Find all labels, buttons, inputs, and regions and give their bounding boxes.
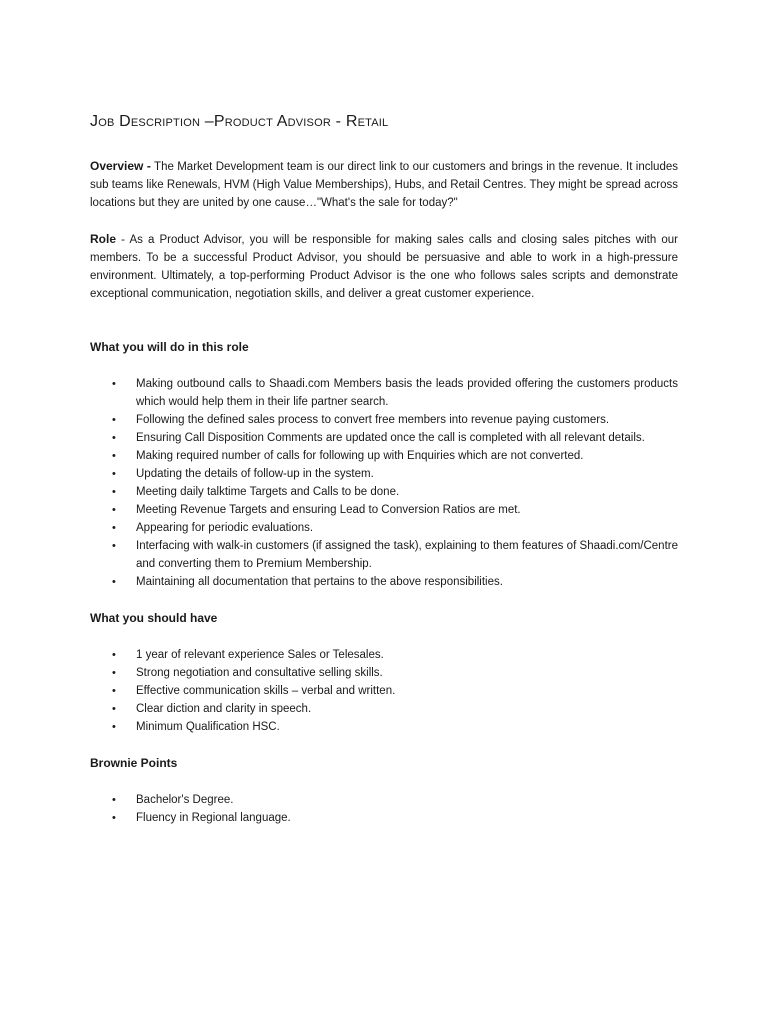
- bullet-icon: •: [112, 504, 116, 516]
- role-paragraph: [90, 230, 678, 303]
- role-duties-heading: What you will do in this role: [90, 340, 249, 354]
- overview-text: The Market Development team is our direct link to our customers and brings in the revenue. It includes sub teams like Renewals, HVM (High Value Memberships), Hubs, and Retail Centres. They might be spread across locations but they are united by one cause…"What's the sale for today?": [90, 161, 678, 209]
- list-item-text: Strong negotiation and consultative selling skills.: [136, 667, 383, 679]
- bullet-icon: •: [112, 703, 116, 715]
- list-item-text: Maintaining all documentation that pertains to the above responsibilities.: [136, 576, 503, 588]
- list-item-text: 1 year of relevant experience Sales or Telesales.: [136, 649, 384, 661]
- list-item: [90, 700, 678, 718]
- requirements-heading: What you should have: [90, 611, 218, 625]
- list-item: [90, 519, 678, 537]
- bullet-icon: •: [112, 812, 116, 824]
- role-text: - As a Product Advisor, you will be responsible for making sales calls and closing sales pitches with our members. To be a successful Product Advisor, you should be persuasive and able to work in a high-pressure environment. Ultimately, a top-performing Product Advisor is the one who follows sales scripts and demonstrate exceptional communication, negotiation skills, and deliver a great customer experience.: [90, 234, 678, 300]
- bullet-icon: •: [112, 486, 116, 498]
- bullet-icon: •: [112, 540, 116, 552]
- brownie-points-list: [90, 791, 678, 827]
- list-item-text: Bachelor's Degree.: [136, 794, 234, 806]
- list-item-text: Fluency in Regional language.: [136, 812, 291, 824]
- bullet-icon: •: [112, 450, 116, 462]
- list-item-text: Meeting Revenue Targets and ensuring Lead to Conversion Ratios are met.: [136, 504, 521, 516]
- list-item: [90, 682, 678, 700]
- role-duties-list: [90, 375, 678, 591]
- list-item: [90, 501, 678, 519]
- list-item: [90, 465, 678, 483]
- list-item: [90, 411, 678, 429]
- list-item-text: Making outbound calls to Shaadi.com Members basis the leads provided offering the customers products which would help them in their life partner search.: [136, 378, 678, 408]
- list-item-text: Interfacing with walk-in customers (if assigned the task), explaining to them features of Shaadi.com/Centre and converting them to Premium Membership.: [136, 540, 678, 570]
- list-item: [90, 718, 678, 736]
- bullet-icon: •: [112, 667, 116, 679]
- list-item-text: Ensuring Call Disposition Comments are updated once the call is completed with all relevant details.: [136, 432, 645, 444]
- list-item-text: Following the defined sales process to convert free members into revenue paying customers.: [136, 414, 610, 426]
- list-item-text: Effective communication skills – verbal and written.: [136, 685, 396, 697]
- list-item: [90, 664, 678, 682]
- list-item-text: Meeting daily talktime Targets and Calls to be done.: [136, 486, 400, 498]
- list-item-text: Making required number of calls for following up with Enquiries which are not converted.: [136, 450, 584, 462]
- bullet-icon: •: [112, 649, 116, 661]
- bullet-icon: •: [112, 522, 116, 534]
- list-item: [90, 375, 678, 411]
- document-title: Job Description –Product Advisor - Retail: [90, 113, 389, 130]
- list-item: [90, 809, 678, 827]
- requirements-list: [90, 646, 678, 736]
- list-item: [90, 483, 678, 501]
- list-item: [90, 646, 678, 664]
- bullet-icon: •: [112, 794, 116, 806]
- bullet-icon: •: [112, 378, 116, 390]
- bullet-icon: •: [112, 685, 116, 697]
- overview-paragraph: [90, 157, 678, 212]
- list-item: [90, 429, 678, 447]
- role-label: Role: [90, 232, 117, 246]
- list-item-text: Appearing for periodic evaluations.: [136, 522, 314, 534]
- bullet-icon: •: [112, 468, 116, 480]
- list-item: [90, 537, 678, 573]
- overview-label: Overview -: [90, 159, 151, 173]
- list-item-text: Clear diction and clarity in speech.: [136, 703, 312, 715]
- list-item: [90, 573, 678, 591]
- bullet-icon: •: [112, 721, 116, 733]
- brownie-points-heading: Brownie Points: [90, 756, 178, 770]
- bullet-icon: •: [112, 576, 116, 588]
- list-item: [90, 791, 678, 809]
- bullet-icon: •: [112, 414, 116, 426]
- list-item: [90, 447, 678, 465]
- list-item-text: Updating the details of follow-up in the system.: [136, 468, 374, 480]
- bullet-icon: •: [112, 432, 116, 444]
- list-item-text: Minimum Qualification HSC.: [136, 721, 280, 733]
